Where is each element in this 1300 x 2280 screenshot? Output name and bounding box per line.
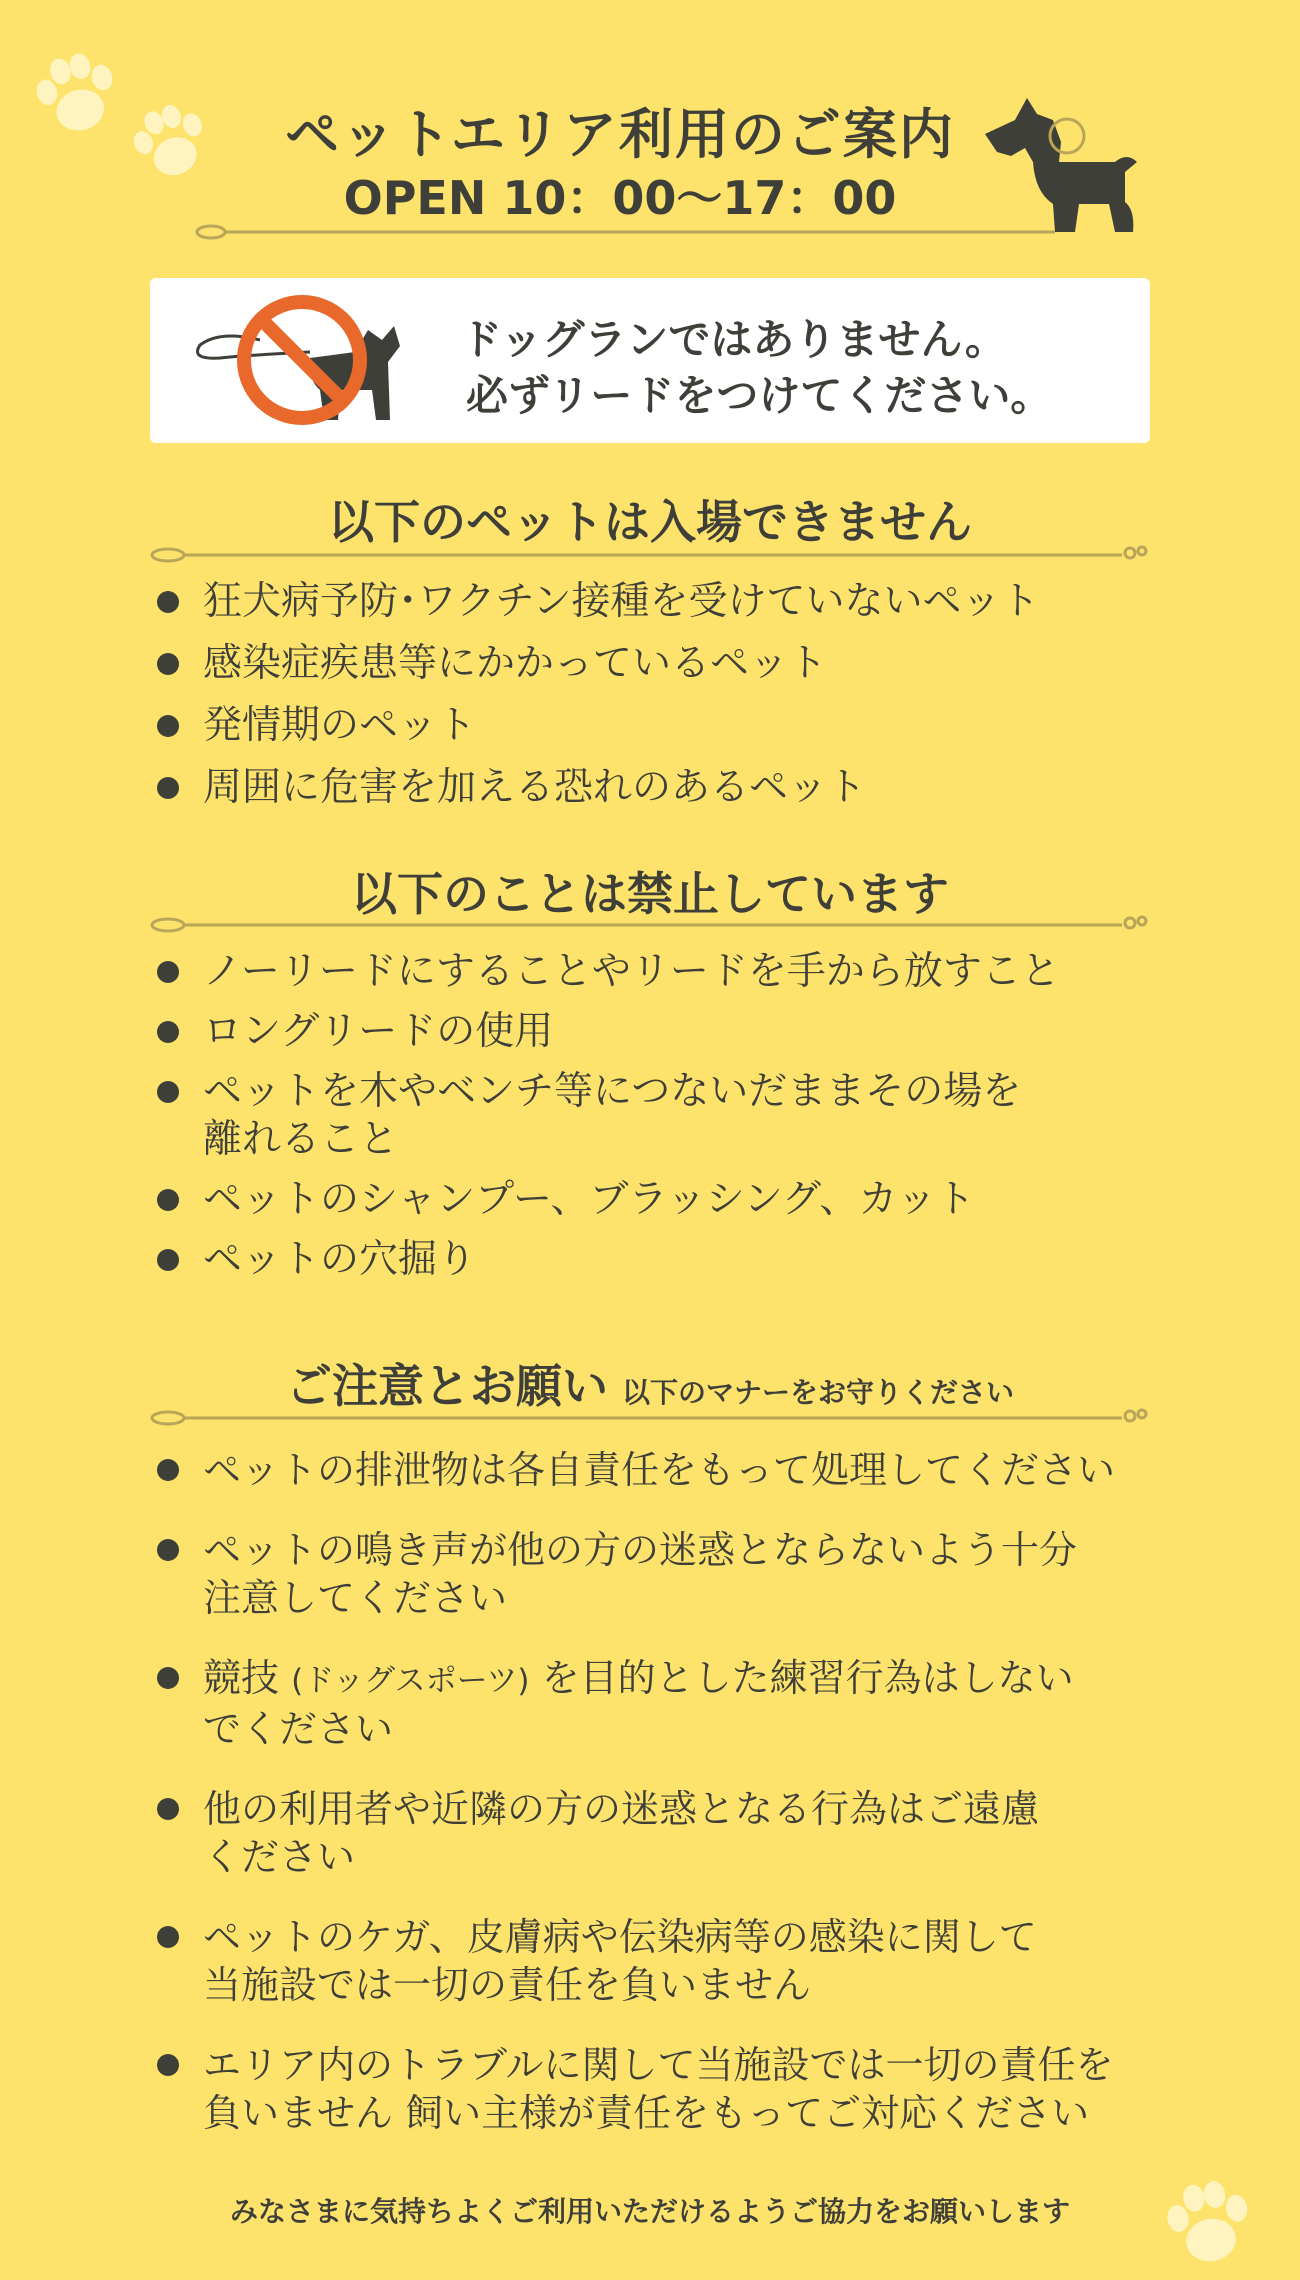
- list-item: 周囲に危害を加える恐れのあるペット: [155, 764, 1165, 812]
- bullet-icon: [157, 1926, 179, 1948]
- list-item: ペットを木やベンチ等につないだままその場を 離れること: [155, 1068, 1165, 1164]
- list-item: 狂犬病予防･ワクチン接種を受けていないペット: [155, 578, 1165, 626]
- leash-divider: [150, 915, 1150, 935]
- leash-divider: [150, 1408, 1150, 1428]
- bullet-icon: [157, 591, 179, 613]
- bullet-icon: [157, 1021, 179, 1043]
- list-item: ロングリードの使用: [155, 1008, 1165, 1056]
- section-subtitle: 以下のマナーをお守りください: [621, 1376, 1014, 1409]
- bullet-icon: [157, 1798, 179, 1820]
- list-item: 発情期のペット: [155, 702, 1165, 750]
- list-item: ペットの排泄物は各自責任をもって処理してください: [155, 1446, 1165, 1494]
- leash-divider: [150, 545, 1150, 565]
- bullet-icon: [157, 2054, 179, 2076]
- bullet-icon: [157, 1249, 179, 1271]
- list-item: ペットのケガ、皮膚病や伝染病等の感染に関して 当施設では一切の責任を負いません: [155, 1913, 1165, 2009]
- section-title-prohibited: 以下のことは禁止しています: [351, 867, 949, 921]
- notice-box: [150, 278, 1150, 443]
- requests-list: [155, 1446, 1165, 2169]
- prohibited-list: [155, 948, 1165, 1296]
- bullet-icon: [157, 777, 179, 799]
- bullet-icon: [157, 961, 179, 983]
- opening-hours: OPEN 10：00～17：00: [343, 171, 897, 225]
- list-item: 感染症疾患等にかかっているペット: [155, 640, 1165, 688]
- bullet-icon: [157, 1539, 179, 1561]
- list-item: ペットの鳴き声が他の方の迷惑とならないよう十分 注意してください: [155, 1526, 1165, 1622]
- list-item: ノーリードにすることやリードを手から放すこと: [155, 948, 1165, 996]
- section-title-requests: ご注意とお願い 以下のマナーをお守りください: [285, 1359, 1014, 1413]
- list-item: エリア内のトラブルに関して当施設では一切の責任を 負いません 飼い主様が責任をもってご対応ください: [155, 2041, 1165, 2137]
- no-dog-icon: [190, 290, 430, 430]
- bullet-icon: [157, 715, 179, 737]
- no-entry-list: [155, 578, 1165, 826]
- dog-icon: [975, 92, 1145, 242]
- leash-divider: [195, 222, 1065, 242]
- list-item: ペットの穴掘り: [155, 1236, 1165, 1284]
- notice-line-1: ドッグランではありません。: [460, 315, 1007, 364]
- bullet-icon: [157, 1081, 179, 1103]
- bullet-icon: [157, 1459, 179, 1481]
- bullet-icon: [157, 653, 179, 675]
- page-title: ペットエリア利用のご案内: [285, 103, 955, 166]
- section-title-no-entry: 以下のペットは入場できません: [328, 495, 972, 549]
- list-item: 他の利用者や近隣の方の迷惑となる行為はご遠慮 ください: [155, 1785, 1165, 1881]
- list-item: 競技 (ドッグスポーツ) を目的とした練習行為はしない でください: [155, 1654, 1165, 1753]
- bullet-icon: [157, 1667, 179, 1689]
- footer-message: みなさまに気持ちよくご利用いただけるようご協力をお願いします: [229, 2195, 1070, 2228]
- notice-line-2: 必ずリードをつけてください。: [466, 371, 1053, 420]
- list-item: ペットのシャンプー、ブラッシング、カット: [155, 1176, 1165, 1224]
- bullet-icon: [157, 1189, 179, 1211]
